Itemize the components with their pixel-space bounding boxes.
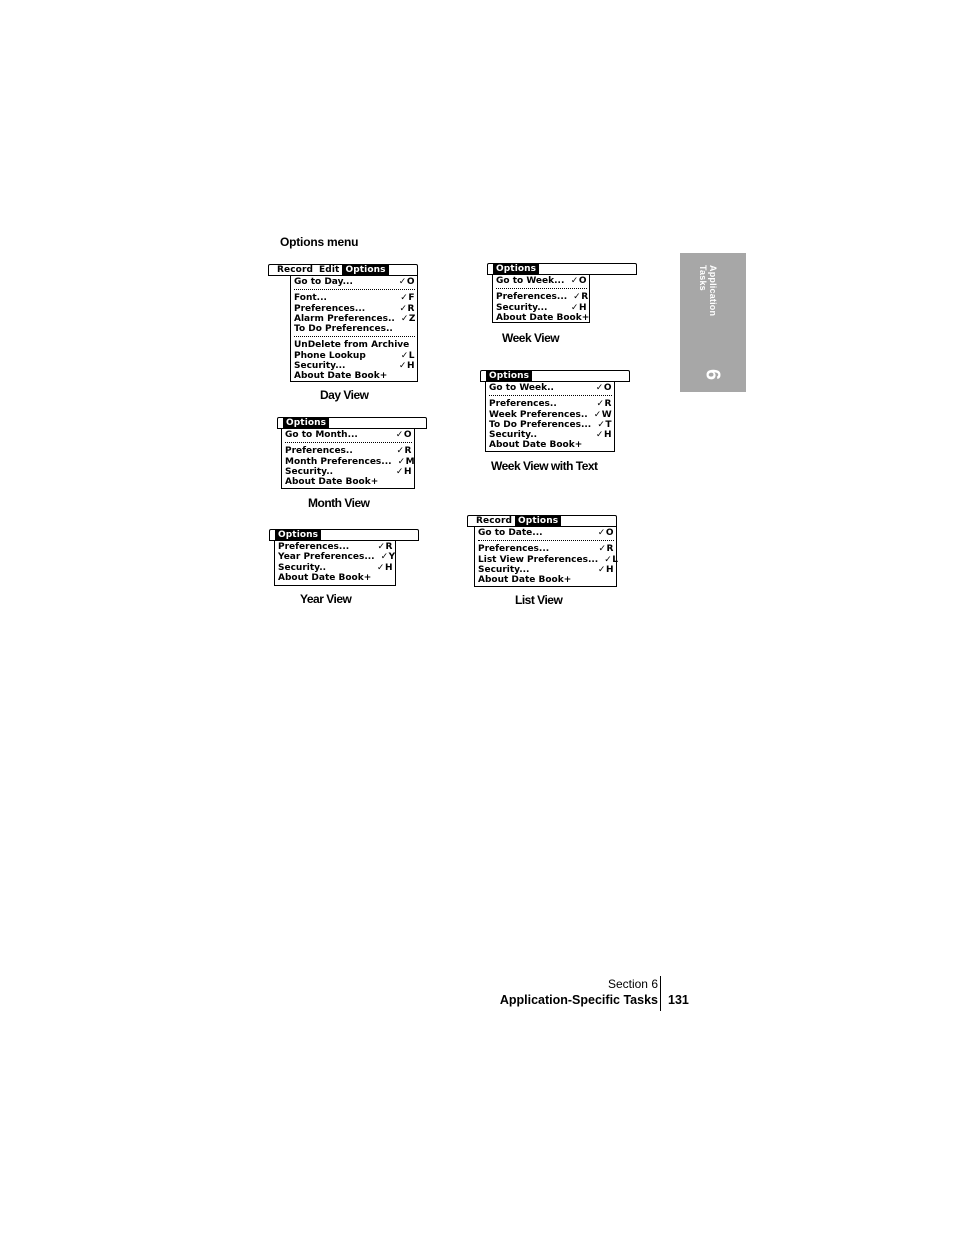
menu-separator xyxy=(496,288,587,289)
menu-item-about[interactable]: About Date Book+ xyxy=(294,371,388,382)
week-text-dropdown xyxy=(485,382,615,452)
menu-item-list-view-preferences[interactable]: List View Preferences... ✓L xyxy=(478,554,619,565)
week-dropdown xyxy=(492,275,590,323)
year-dropdown xyxy=(274,541,396,586)
menu-separator xyxy=(478,540,614,541)
menu-separator xyxy=(285,442,412,443)
tab-options[interactable]: Options xyxy=(283,418,329,429)
week-menu-bar xyxy=(487,263,637,275)
side-tab-line1: Application xyxy=(708,265,718,317)
tab-edit[interactable]: Edit xyxy=(319,264,340,275)
menu-item-preferences[interactable]: Preferences... ✓R xyxy=(294,303,415,314)
month-dropdown xyxy=(281,429,415,489)
list-dropdown xyxy=(474,527,617,587)
menu-item-about[interactable]: About Date Book+ xyxy=(489,440,583,451)
menu-item-todo-preferences[interactable]: To Do Preferences.. xyxy=(294,324,393,335)
tab-options[interactable]: Options xyxy=(515,516,561,527)
side-tab-line2: Tasks xyxy=(698,265,708,291)
menu-item-security[interactable]: Security... ✓H xyxy=(496,302,587,313)
footer-section: Section 6 xyxy=(607,977,658,991)
tab-options[interactable]: Options xyxy=(493,264,539,275)
menu-item-preferences[interactable]: Preferences... ✓R xyxy=(278,542,393,552)
menu-item-week-preferences[interactable]: Week Preferences.. ✓W xyxy=(489,409,613,420)
menu-item-preferences[interactable]: Preferences... ✓R xyxy=(478,544,614,555)
week-text-view-caption: Week View with Text xyxy=(491,459,598,473)
menu-item-about[interactable]: About Date Book+ xyxy=(496,312,590,323)
side-tab-label xyxy=(698,265,718,316)
tab-options[interactable]: Options xyxy=(342,265,388,276)
section-side-tab xyxy=(680,253,746,392)
menu-separator xyxy=(294,336,415,337)
menu-item-phone-lookup[interactable]: Phone Lookup ✓L xyxy=(294,350,415,361)
menu-item-security[interactable]: Security... ✓H xyxy=(478,564,614,575)
menu-item-year-preferences[interactable]: Year Preferences... ✓Y xyxy=(278,552,396,563)
menu-item-security[interactable]: Security.. ✓H xyxy=(489,430,612,441)
year-view-caption: Year View xyxy=(300,592,352,606)
menu-item-about[interactable]: About Date Book+ xyxy=(478,575,572,586)
menu-item-security[interactable]: Security.. ✓H xyxy=(285,466,412,477)
page-number: 131 xyxy=(668,993,689,1007)
menu-item-alarm-preferences[interactable]: Alarm Preferences.. ✓Z xyxy=(294,313,416,324)
menu-item-security[interactable]: Security... ✓H xyxy=(294,361,415,372)
menu-item-about[interactable]: About Date Book+ xyxy=(285,477,379,488)
week-view-caption: Week View xyxy=(502,331,560,345)
month-view-caption: Month View xyxy=(308,496,370,510)
month-menu-bar xyxy=(277,417,427,429)
week-text-menu-bar xyxy=(480,370,630,382)
menu-item-font[interactable]: Font... ✓F xyxy=(294,293,415,304)
menu-item-go-to-day[interactable]: Go to Day... ✓O xyxy=(294,277,415,287)
tab-options[interactable]: Options xyxy=(486,371,532,382)
menu-item-go-to-week[interactable]: Go to Week.. ✓O xyxy=(489,383,612,393)
list-view-caption: List View xyxy=(515,593,563,607)
menu-item-about[interactable]: About Date Book+ xyxy=(278,572,372,583)
year-menu-bar xyxy=(269,529,419,541)
menu-item-security[interactable]: Security.. ✓H xyxy=(278,562,393,573)
menu-item-preferences[interactable]: Preferences.. ✓R xyxy=(489,399,612,410)
day-dropdown xyxy=(290,276,418,382)
menu-item-undelete[interactable]: UnDelete from Archive xyxy=(294,340,410,351)
footer-title: Application-Specific Tasks xyxy=(499,993,658,1007)
menu-item-preferences[interactable]: Preferences.. ✓R xyxy=(285,446,412,457)
tab-record[interactable]: Record xyxy=(476,515,513,526)
day-menu-bar xyxy=(268,264,418,276)
menu-item-month-preferences[interactable]: Month Preferences... ✓M xyxy=(285,456,416,467)
menu-item-preferences[interactable]: Preferences... ✓R xyxy=(496,292,589,303)
day-view-caption: Day View xyxy=(320,388,369,402)
menu-item-todo-preferences[interactable]: To Do Preferences... ✓T xyxy=(489,419,612,430)
menu-separator xyxy=(489,395,612,396)
menu-item-go-to-month[interactable]: Go to Month... ✓O xyxy=(285,430,412,440)
menu-item-go-to-date[interactable]: Go to Date... ✓O xyxy=(478,528,614,538)
menu-item-go-to-week[interactable]: Go to Week... ✓O xyxy=(496,276,587,286)
footer-divider xyxy=(660,976,661,1011)
side-tab-number: 6 xyxy=(701,368,724,381)
menu-separator xyxy=(294,289,415,290)
tab-options[interactable]: Options xyxy=(275,530,321,541)
tab-record[interactable]: Record xyxy=(277,264,314,275)
page-heading: Options menu xyxy=(280,235,359,249)
list-menu-bar xyxy=(467,515,617,527)
